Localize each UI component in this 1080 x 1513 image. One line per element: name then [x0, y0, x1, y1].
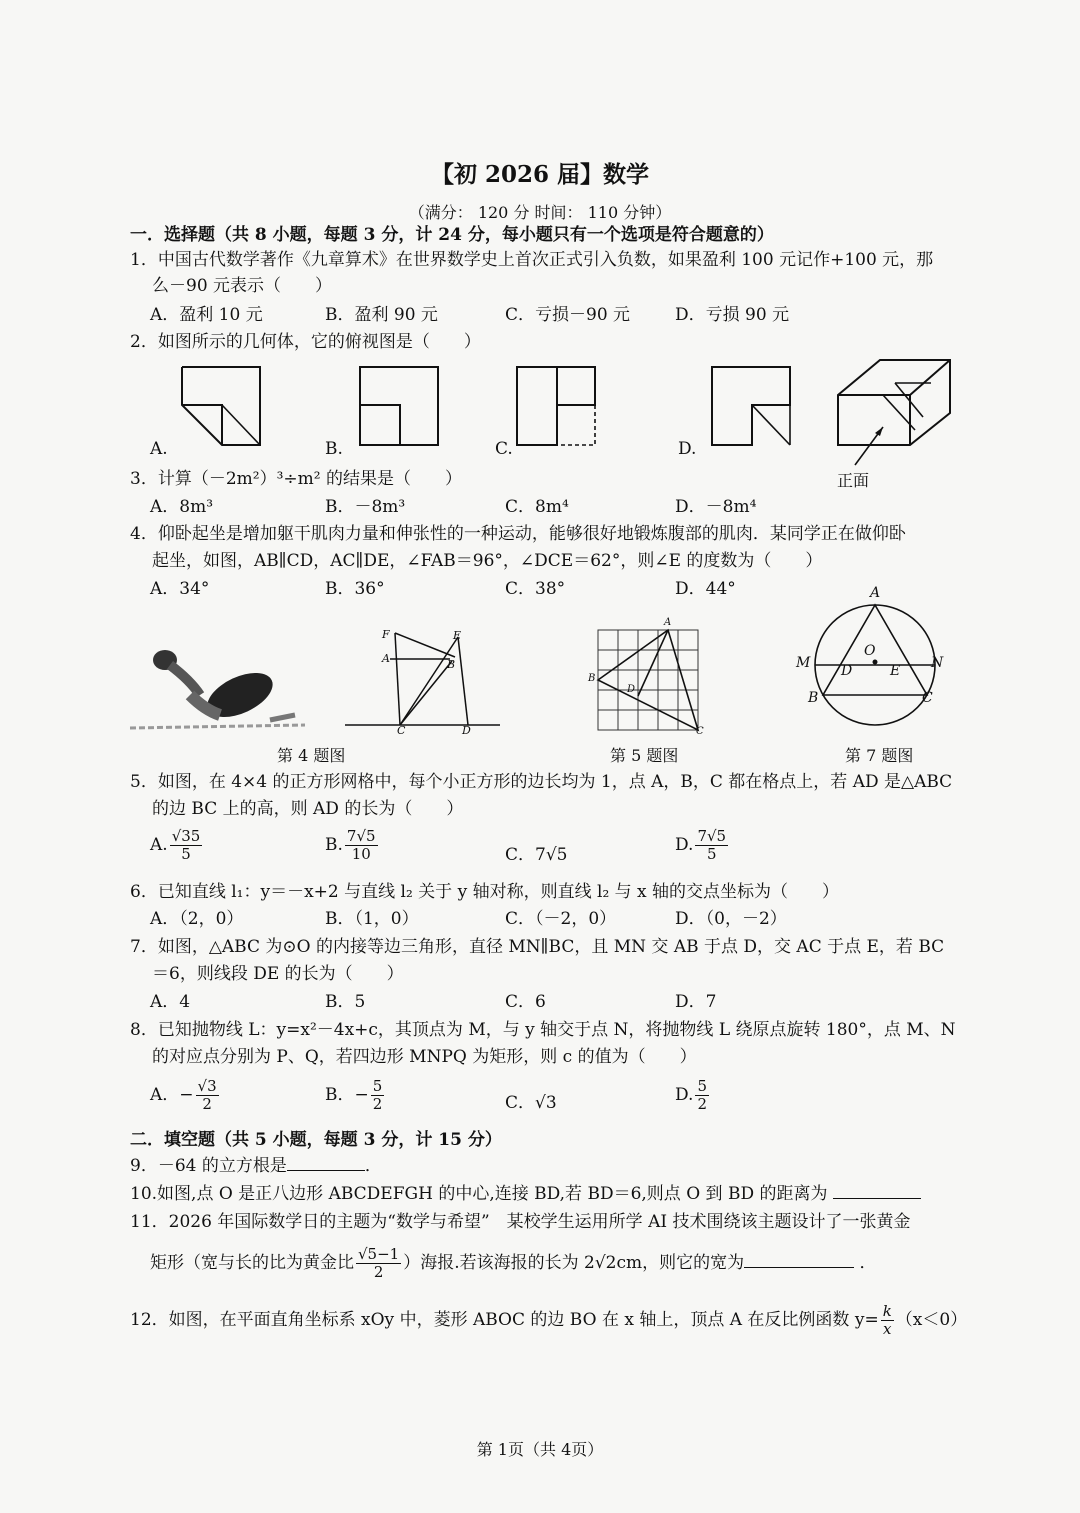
fig7-label-o: O [864, 643, 876, 659]
q5-line1: 5．如图，在 4×4 的正方形网格中，每个小正方形的边长均为 1，点 A，B，C 都在格点上，若 AD 是△ABC [130, 772, 953, 792]
page-subtitle: （满分： 120 分 时间： 110 分钟） [408, 203, 672, 222]
q2-option-a-figure [180, 365, 265, 450]
fig4-label-b: B [447, 658, 456, 671]
q7-line1: 7．如图，△ABC 为⊙O 的内接等边三角形，直径 MN∥BC，且 MN 交 AB 于点 D，交 AC 于点 E，若 BC [130, 937, 945, 957]
fig4-label-f: F [382, 628, 390, 641]
situp-photo [130, 640, 305, 735]
fig7-label-e: E [890, 663, 901, 679]
q11-answer-blank[interactable] [744, 1253, 854, 1268]
q2-option-c-figure [515, 365, 600, 450]
fig5-caption: 第 5 题图 [610, 746, 679, 765]
q4-option-c: C．38° [505, 579, 566, 599]
q4-line2: 起坐，如图，AB∥CD，AC∥DE，∠FAB＝96°，∠DCE＝62°，则∠E 的度数为（ ） [152, 551, 823, 571]
q2-option-c: C. [495, 439, 513, 459]
q2-front-label: 正面 [837, 471, 870, 490]
q6-option-c: C．（－2，0） [505, 909, 617, 929]
fig4-label-c: C [397, 724, 406, 737]
fig7-caption: 第 7 题图 [845, 746, 914, 765]
q2-option-d-figure [710, 365, 795, 450]
q6-option-d: D．（0，－2） [675, 909, 787, 929]
fig7-label-b: B [808, 690, 819, 706]
q10-answer-blank[interactable] [833, 1184, 921, 1199]
q3-line1: 3．计算（－2m²）³÷m² 的结果是（ ） [130, 469, 462, 489]
q8-line2: 的对应点分别为 P、Q，若四边形 MNPQ 为矩形，则 c 的值为（ ） [152, 1047, 697, 1067]
q10-line: 10.如图,点 O 是正八边形 ABCDEFGH 的中心,连接 BD,若 BD＝6,则点 O 到 BD 的距离为 [130, 1183, 921, 1205]
q8-option-a: A．− $\frac{√3}{2}$ [150, 1077, 217, 1113]
fig5-label-b: B [588, 673, 596, 684]
q9-line: 9．－64 的立方根是 ． [130, 1156, 382, 1176]
fig5-label-c: C [696, 726, 704, 737]
q5-option-c: C．7√5 [505, 845, 568, 865]
fig5-label-d: D [627, 684, 636, 695]
q5-option-a: A. $\frac{√35}{5}$ [150, 827, 201, 863]
q1-option-a: A．盈利 10 元 [150, 305, 263, 325]
q3-option-b: B．－8m³ [325, 497, 406, 517]
q3-option-a: A．8m³ [150, 497, 214, 517]
q2-option-b: B. [325, 439, 343, 459]
fig7-label-m: M [796, 655, 811, 671]
q1-line2: 么－90 元表示（ ） [152, 276, 333, 296]
fig7-label-n: N [931, 655, 944, 671]
q2-option-d: D. [678, 439, 697, 459]
q1-option-d: D．亏损 90 元 [675, 305, 790, 325]
q7-option-d: D．7 [675, 992, 717, 1012]
q1-option-c: C．亏损－90 元 [505, 305, 631, 325]
q2-solid-figure [835, 355, 960, 455]
fig7-label-a: A [870, 585, 881, 601]
fig7-label-c: C [922, 690, 933, 706]
fig4-caption: 第 4 题图 [277, 746, 346, 765]
q8-option-d: D. $\frac{5}{2}$ [675, 1077, 707, 1113]
fig4-diagram [340, 625, 505, 740]
q8-option-b: B．− $\frac{5}{2}$ [325, 1077, 383, 1113]
q7-line2: ＝6，则线段 DE 的长为（ ） [152, 964, 404, 984]
q3-option-d: D．－8m⁴ [675, 497, 757, 517]
section-2-heading: 二．填空题（共 5 小题，每题 3 分，计 15 分） [130, 1130, 502, 1150]
fig7-label-d: D [841, 663, 853, 679]
q7-option-a: A．4 [150, 992, 191, 1012]
q6-line1: 6．已知直线 l₁：y＝－x+2 与直线 l₂ 关于 y 轴对称，则直线 l₂ 与 x 轴的交点坐标为（ ） [130, 882, 840, 902]
q2-option-b-figure [358, 365, 443, 450]
fig4-label-a: A [382, 652, 390, 665]
q12-line: 12．如图，在平面直角坐标系 xOy 中，菱形 ABOC 的边 BO 在 x 轴上，顶点 A 在反比例函数 y= $\frac{k}{x}$ （x＜0） [130, 1302, 968, 1338]
q6-option-b: B．（1，0） [325, 909, 419, 929]
fig4-label-e: E [453, 629, 462, 642]
q4-line1: 4．仰卧起坐是增加躯干肌肉力量和伸张性的一种运动，能够很好地锻炼腹部的肌肉．某同学正在做仰卧 [130, 524, 906, 544]
fig5-label-a: A [664, 617, 672, 628]
q1-line1: 1．中国古代数学著作《九章算术》在世界数学史上首次正式引入负数，如果盈利 100 元记作+100 元，那 [130, 250, 934, 270]
q4-option-a: A．34° [150, 579, 210, 599]
q3-option-c: C．8m⁴ [505, 497, 569, 517]
page-title: 【初 2026 届】数学 [430, 161, 650, 188]
fig7-circle-diagram [810, 600, 950, 740]
q2-line1: 2．如图所示的几何体，它的俯视图是（ ） [130, 332, 481, 352]
q5-line2: 的边 BC 上的高，则 AD 的长为（ ） [152, 799, 464, 819]
q11-line2: 矩形（宽与长的比为黄金比 $\frac{√5-1}{2}$ ）海报.若该海报的长为 2√2cm，则它的宽为 ． [150, 1245, 877, 1281]
q2-option-a: A. [150, 439, 168, 459]
q1-option-b: B．盈利 90 元 [325, 305, 438, 325]
page-footer: 第 1页（共 4页） [476, 1440, 604, 1459]
q8-line1: 8．已知抛物线 L：y=x²－4x+c，其顶点为 M，与 y 轴交于点 N，将抛物线 L 绕原点旋转 180°，点 M、N [130, 1020, 956, 1040]
q6-option-a: A．（2，0） [150, 909, 244, 929]
q7-option-c: C．6 [505, 992, 546, 1012]
q4-option-b: B．36° [325, 579, 385, 599]
fig5-grid-diagram [596, 628, 706, 738]
q11-line1: 11．2026 年国际数学日的主题为“数学与希望” 某校学生运用所学 AI 技术围绕该主题设计了一张黄金 [130, 1212, 911, 1232]
q7-option-b: B．5 [325, 992, 366, 1012]
q5-option-d: D. $\frac{7√5}{5}$ [675, 827, 727, 863]
q9-answer-blank[interactable] [287, 1156, 365, 1171]
q4-option-d: D．44° [675, 579, 736, 599]
q5-option-b: B. $\frac{7√5}{10}$ [325, 827, 376, 863]
section-1-heading: 一．选择题（共 8 小题，每题 3 分，计 24 分，每小题只有一个选项是符合题意的） [130, 225, 774, 245]
fig4-label-d: D [462, 724, 471, 737]
q8-option-c: C．√3 [505, 1093, 557, 1113]
